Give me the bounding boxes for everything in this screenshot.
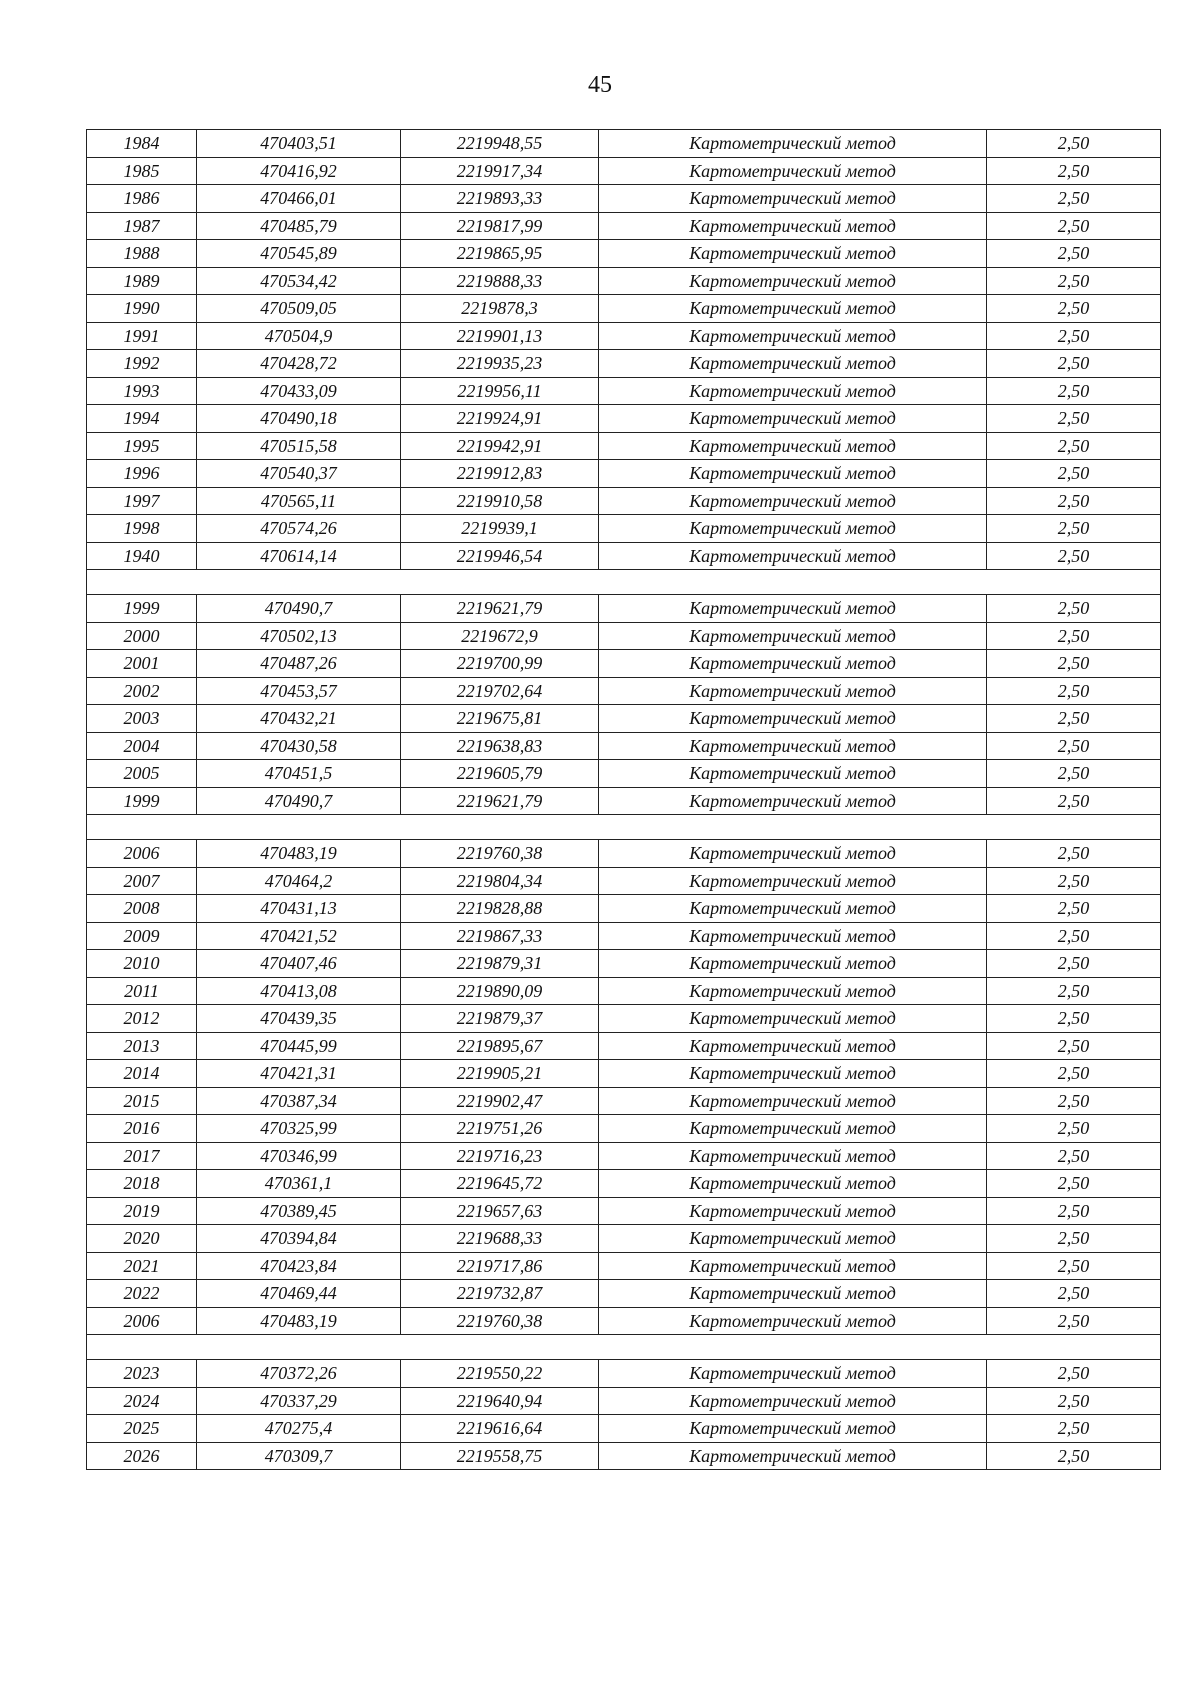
point-number-cell: 2003 <box>87 705 197 733</box>
point-number-cell: 2013 <box>87 1032 197 1060</box>
y-coordinate-cell: 2219901,13 <box>401 322 599 350</box>
table-row <box>87 895 1161 923</box>
x-coordinate-cell: 470387,34 <box>197 1087 401 1115</box>
point-number-cell: 2022 <box>87 1280 197 1308</box>
accuracy-cell: 2,50 <box>987 977 1161 1005</box>
point-number-cell: 2020 <box>87 1225 197 1253</box>
table-row <box>87 240 1161 268</box>
x-coordinate-cell: 470445,99 <box>197 1032 401 1060</box>
point-number-cell: 2011 <box>87 977 197 1005</box>
x-coordinate-cell: 470439,35 <box>197 1005 401 1033</box>
method-cell: Картометрический метод <box>599 1032 987 1060</box>
accuracy-cell: 2,50 <box>987 185 1161 213</box>
method-cell: Картометрический метод <box>599 595 987 623</box>
y-coordinate-cell: 2219700,99 <box>401 650 599 678</box>
point-number-cell: 2002 <box>87 677 197 705</box>
table-row <box>87 157 1161 185</box>
method-cell: Картометрический метод <box>599 867 987 895</box>
x-coordinate-cell: 470540,37 <box>197 460 401 488</box>
accuracy-cell: 2,50 <box>987 622 1161 650</box>
x-coordinate-cell: 470421,52 <box>197 922 401 950</box>
y-coordinate-cell: 2219924,91 <box>401 405 599 433</box>
point-number-cell: 2001 <box>87 650 197 678</box>
table-row <box>87 295 1161 323</box>
method-cell: Картометрический метод <box>599 542 987 570</box>
point-number-cell: 2014 <box>87 1060 197 1088</box>
group-separator-cell <box>87 815 1161 840</box>
table-row <box>87 130 1161 158</box>
method-cell: Картометрический метод <box>599 1115 987 1143</box>
method-cell: Картометрический метод <box>599 1280 987 1308</box>
y-coordinate-cell: 2219605,79 <box>401 760 599 788</box>
method-cell: Картометрический метод <box>599 650 987 678</box>
accuracy-cell: 2,50 <box>987 130 1161 158</box>
x-coordinate-cell: 470431,13 <box>197 895 401 923</box>
table-row <box>87 432 1161 460</box>
point-number-cell: 1993 <box>87 377 197 405</box>
method-cell: Картометрический метод <box>599 705 987 733</box>
point-number-cell: 2023 <box>87 1360 197 1388</box>
method-cell: Картометрический метод <box>599 950 987 978</box>
x-coordinate-cell: 470430,58 <box>197 732 401 760</box>
x-coordinate-cell: 470423,84 <box>197 1252 401 1280</box>
x-coordinate-cell: 470509,05 <box>197 295 401 323</box>
y-coordinate-cell: 2219645,72 <box>401 1170 599 1198</box>
point-number-cell: 2017 <box>87 1142 197 1170</box>
y-coordinate-cell: 2219657,63 <box>401 1197 599 1225</box>
accuracy-cell: 2,50 <box>987 405 1161 433</box>
method-cell: Картометрический метод <box>599 1142 987 1170</box>
table-row <box>87 1387 1161 1415</box>
table-row <box>87 322 1161 350</box>
method-cell: Картометрический метод <box>599 432 987 460</box>
y-coordinate-cell: 2219716,23 <box>401 1142 599 1170</box>
y-coordinate-cell: 2219621,79 <box>401 595 599 623</box>
method-cell: Картометрический метод <box>599 1442 987 1470</box>
x-coordinate-cell: 470407,46 <box>197 950 401 978</box>
method-cell: Картометрический метод <box>599 622 987 650</box>
y-coordinate-cell: 2219675,81 <box>401 705 599 733</box>
method-cell: Картометрический метод <box>599 515 987 543</box>
accuracy-cell: 2,50 <box>987 515 1161 543</box>
y-coordinate-cell: 2219717,86 <box>401 1252 599 1280</box>
x-coordinate-cell: 470565,11 <box>197 487 401 515</box>
table-row <box>87 1415 1161 1443</box>
point-number-cell: 1994 <box>87 405 197 433</box>
table-row <box>87 922 1161 950</box>
accuracy-cell: 2,50 <box>987 1307 1161 1335</box>
accuracy-cell: 2,50 <box>987 895 1161 923</box>
accuracy-cell: 2,50 <box>987 1142 1161 1170</box>
method-cell: Картометрический метод <box>599 405 987 433</box>
table-row <box>87 1280 1161 1308</box>
method-cell: Картометрический метод <box>599 1170 987 1198</box>
accuracy-cell: 2,50 <box>987 595 1161 623</box>
y-coordinate-cell: 2219946,54 <box>401 542 599 570</box>
table-row <box>87 185 1161 213</box>
x-coordinate-cell: 470451,5 <box>197 760 401 788</box>
point-number-cell: 1996 <box>87 460 197 488</box>
group-separator-cell <box>87 570 1161 595</box>
accuracy-cell: 2,50 <box>987 295 1161 323</box>
table-row <box>87 650 1161 678</box>
y-coordinate-cell: 2219550,22 <box>401 1360 599 1388</box>
y-coordinate-cell: 2219702,64 <box>401 677 599 705</box>
x-coordinate-cell: 470421,31 <box>197 1060 401 1088</box>
group-separator-row <box>87 1335 1161 1360</box>
x-coordinate-cell: 470325,99 <box>197 1115 401 1143</box>
table-row <box>87 705 1161 733</box>
table-row <box>87 377 1161 405</box>
table-row <box>87 977 1161 1005</box>
y-coordinate-cell: 2219760,38 <box>401 1307 599 1335</box>
y-coordinate-cell: 2219895,67 <box>401 1032 599 1060</box>
table-row <box>87 350 1161 378</box>
point-number-cell: 2026 <box>87 1442 197 1470</box>
accuracy-cell: 2,50 <box>987 240 1161 268</box>
table-row <box>87 787 1161 815</box>
y-coordinate-cell: 2219828,88 <box>401 895 599 923</box>
x-coordinate-cell: 470574,26 <box>197 515 401 543</box>
x-coordinate-cell: 470433,09 <box>197 377 401 405</box>
point-number-cell: 1986 <box>87 185 197 213</box>
method-cell: Картометрический метод <box>599 1060 987 1088</box>
accuracy-cell: 2,50 <box>987 705 1161 733</box>
group-separator-row <box>87 570 1161 595</box>
method-cell: Картометрический метод <box>599 732 987 760</box>
method-cell: Картометрический метод <box>599 1087 987 1115</box>
table-row <box>87 950 1161 978</box>
table-row <box>87 867 1161 895</box>
x-coordinate-cell: 470490,7 <box>197 595 401 623</box>
point-number-cell: 2007 <box>87 867 197 895</box>
x-coordinate-cell: 470428,72 <box>197 350 401 378</box>
y-coordinate-cell: 2219760,38 <box>401 840 599 868</box>
point-number-cell: 2012 <box>87 1005 197 1033</box>
method-cell: Картометрический метод <box>599 677 987 705</box>
point-number-cell: 2025 <box>87 1415 197 1443</box>
x-coordinate-cell: 470485,79 <box>197 212 401 240</box>
method-cell: Картометрический метод <box>599 157 987 185</box>
table-row <box>87 515 1161 543</box>
accuracy-cell: 2,50 <box>987 322 1161 350</box>
y-coordinate-cell: 2219912,83 <box>401 460 599 488</box>
accuracy-cell: 2,50 <box>987 1252 1161 1280</box>
table-row <box>87 760 1161 788</box>
x-coordinate-cell: 470502,13 <box>197 622 401 650</box>
accuracy-cell: 2,50 <box>987 1032 1161 1060</box>
table-row <box>87 595 1161 623</box>
accuracy-cell: 2,50 <box>987 840 1161 868</box>
accuracy-cell: 2,50 <box>987 377 1161 405</box>
accuracy-cell: 2,50 <box>987 1387 1161 1415</box>
table-row <box>87 1225 1161 1253</box>
point-number-cell: 2006 <box>87 1307 197 1335</box>
y-coordinate-cell: 2219888,33 <box>401 267 599 295</box>
method-cell: Картометрический метод <box>599 977 987 1005</box>
table-row <box>87 1142 1161 1170</box>
y-coordinate-cell: 2219638,83 <box>401 732 599 760</box>
method-cell: Картометрический метод <box>599 1415 987 1443</box>
accuracy-cell: 2,50 <box>987 1225 1161 1253</box>
method-cell: Картометрический метод <box>599 377 987 405</box>
x-coordinate-cell: 470483,19 <box>197 1307 401 1335</box>
table-row <box>87 1252 1161 1280</box>
point-number-cell: 2008 <box>87 895 197 923</box>
y-coordinate-cell: 2219890,09 <box>401 977 599 1005</box>
table-row <box>87 732 1161 760</box>
x-coordinate-cell: 470466,01 <box>197 185 401 213</box>
x-coordinate-cell: 470389,45 <box>197 1197 401 1225</box>
accuracy-cell: 2,50 <box>987 922 1161 950</box>
y-coordinate-cell: 2219867,33 <box>401 922 599 950</box>
y-coordinate-cell: 2219935,23 <box>401 350 599 378</box>
accuracy-cell: 2,50 <box>987 1060 1161 1088</box>
method-cell: Картометрический метод <box>599 240 987 268</box>
point-number-cell: 1991 <box>87 322 197 350</box>
accuracy-cell: 2,50 <box>987 542 1161 570</box>
point-number-cell: 1997 <box>87 487 197 515</box>
table-row <box>87 212 1161 240</box>
table-row <box>87 1170 1161 1198</box>
method-cell: Картометрический метод <box>599 1197 987 1225</box>
accuracy-cell: 2,50 <box>987 350 1161 378</box>
method-cell: Картометрический метод <box>599 922 987 950</box>
y-coordinate-cell: 2219804,34 <box>401 867 599 895</box>
method-cell: Картометрический метод <box>599 212 987 240</box>
table-row <box>87 405 1161 433</box>
method-cell: Картометрический метод <box>599 1252 987 1280</box>
accuracy-cell: 2,50 <box>987 867 1161 895</box>
y-coordinate-cell: 2219948,55 <box>401 130 599 158</box>
table-row <box>87 840 1161 868</box>
table-row <box>87 1115 1161 1143</box>
method-cell: Картометрический метод <box>599 760 987 788</box>
table-row <box>87 1307 1161 1335</box>
point-number-cell: 2018 <box>87 1170 197 1198</box>
point-number-cell: 1992 <box>87 350 197 378</box>
point-number-cell: 1987 <box>87 212 197 240</box>
method-cell: Картометрический метод <box>599 130 987 158</box>
x-coordinate-cell: 470469,44 <box>197 1280 401 1308</box>
y-coordinate-cell: 2219621,79 <box>401 787 599 815</box>
accuracy-cell: 2,50 <box>987 677 1161 705</box>
method-cell: Картометрический метод <box>599 185 987 213</box>
y-coordinate-cell: 2219817,99 <box>401 212 599 240</box>
method-cell: Картометрический метод <box>599 350 987 378</box>
point-number-cell: 1995 <box>87 432 197 460</box>
method-cell: Картометрический метод <box>599 295 987 323</box>
accuracy-cell: 2,50 <box>987 760 1161 788</box>
y-coordinate-cell: 2219732,87 <box>401 1280 599 1308</box>
x-coordinate-cell: 470432,21 <box>197 705 401 733</box>
y-coordinate-cell: 2219905,21 <box>401 1060 599 1088</box>
coordinates-table-container <box>86 129 1160 1470</box>
point-number-cell: 2021 <box>87 1252 197 1280</box>
x-coordinate-cell: 470515,58 <box>197 432 401 460</box>
y-coordinate-cell: 2219879,31 <box>401 950 599 978</box>
accuracy-cell: 2,50 <box>987 650 1161 678</box>
y-coordinate-cell: 2219616,64 <box>401 1415 599 1443</box>
accuracy-cell: 2,50 <box>987 460 1161 488</box>
method-cell: Картометрический метод <box>599 322 987 350</box>
method-cell: Картометрический метод <box>599 1005 987 1033</box>
x-coordinate-cell: 470372,26 <box>197 1360 401 1388</box>
x-coordinate-cell: 470337,29 <box>197 1387 401 1415</box>
accuracy-cell: 2,50 <box>987 212 1161 240</box>
x-coordinate-cell: 470394,84 <box>197 1225 401 1253</box>
accuracy-cell: 2,50 <box>987 732 1161 760</box>
method-cell: Картометрический метод <box>599 487 987 515</box>
x-coordinate-cell: 470490,7 <box>197 787 401 815</box>
accuracy-cell: 2,50 <box>987 157 1161 185</box>
y-coordinate-cell: 2219688,33 <box>401 1225 599 1253</box>
point-number-cell: 2019 <box>87 1197 197 1225</box>
x-coordinate-cell: 470346,99 <box>197 1142 401 1170</box>
point-number-cell: 2004 <box>87 732 197 760</box>
point-number-cell: 2009 <box>87 922 197 950</box>
y-coordinate-cell: 2219893,33 <box>401 185 599 213</box>
point-number-cell: 2015 <box>87 1087 197 1115</box>
x-coordinate-cell: 470309,7 <box>197 1442 401 1470</box>
x-coordinate-cell: 470403,51 <box>197 130 401 158</box>
x-coordinate-cell: 470361,1 <box>197 1170 401 1198</box>
x-coordinate-cell: 470545,89 <box>197 240 401 268</box>
y-coordinate-cell: 2219878,3 <box>401 295 599 323</box>
y-coordinate-cell: 2219902,47 <box>401 1087 599 1115</box>
method-cell: Картометрический метод <box>599 267 987 295</box>
y-coordinate-cell: 2219879,37 <box>401 1005 599 1033</box>
accuracy-cell: 2,50 <box>987 267 1161 295</box>
y-coordinate-cell: 2219558,75 <box>401 1442 599 1470</box>
y-coordinate-cell: 2219865,95 <box>401 240 599 268</box>
method-cell: Картометрический метод <box>599 787 987 815</box>
y-coordinate-cell: 2219751,26 <box>401 1115 599 1143</box>
table-row <box>87 1442 1161 1470</box>
accuracy-cell: 2,50 <box>987 1005 1161 1033</box>
x-coordinate-cell: 470413,08 <box>197 977 401 1005</box>
x-coordinate-cell: 470487,26 <box>197 650 401 678</box>
table-row <box>87 1005 1161 1033</box>
accuracy-cell: 2,50 <box>987 1415 1161 1443</box>
method-cell: Картометрический метод <box>599 1307 987 1335</box>
method-cell: Картометрический метод <box>599 895 987 923</box>
accuracy-cell: 2,50 <box>987 950 1161 978</box>
method-cell: Картометрический метод <box>599 1360 987 1388</box>
table-row <box>87 1060 1161 1088</box>
point-number-cell: 1998 <box>87 515 197 543</box>
point-number-cell: 1990 <box>87 295 197 323</box>
table-row <box>87 1087 1161 1115</box>
table-row <box>87 1197 1161 1225</box>
y-coordinate-cell: 2219942,91 <box>401 432 599 460</box>
accuracy-cell: 2,50 <box>987 1115 1161 1143</box>
point-number-cell: 2000 <box>87 622 197 650</box>
point-number-cell: 2006 <box>87 840 197 868</box>
point-number-cell: 1988 <box>87 240 197 268</box>
y-coordinate-cell: 2219939,1 <box>401 515 599 543</box>
y-coordinate-cell: 2219640,94 <box>401 1387 599 1415</box>
point-number-cell: 2010 <box>87 950 197 978</box>
point-number-cell: 1985 <box>87 157 197 185</box>
accuracy-cell: 2,50 <box>987 1087 1161 1115</box>
x-coordinate-cell: 470504,9 <box>197 322 401 350</box>
accuracy-cell: 2,50 <box>987 787 1161 815</box>
table-row <box>87 460 1161 488</box>
group-separator-row <box>87 815 1161 840</box>
x-coordinate-cell: 470483,19 <box>197 840 401 868</box>
accuracy-cell: 2,50 <box>987 432 1161 460</box>
y-coordinate-cell: 2219956,11 <box>401 377 599 405</box>
table-row <box>87 622 1161 650</box>
y-coordinate-cell: 2219910,58 <box>401 487 599 515</box>
y-coordinate-cell: 2219917,34 <box>401 157 599 185</box>
group-separator-cell <box>87 1335 1161 1360</box>
accuracy-cell: 2,50 <box>987 1197 1161 1225</box>
x-coordinate-cell: 470416,92 <box>197 157 401 185</box>
point-number-cell: 1989 <box>87 267 197 295</box>
method-cell: Картометрический метод <box>599 840 987 868</box>
x-coordinate-cell: 470534,42 <box>197 267 401 295</box>
accuracy-cell: 2,50 <box>987 1442 1161 1470</box>
point-number-cell: 1999 <box>87 595 197 623</box>
table-row <box>87 487 1161 515</box>
table-row <box>87 267 1161 295</box>
y-coordinate-cell: 2219672,9 <box>401 622 599 650</box>
x-coordinate-cell: 470490,18 <box>197 405 401 433</box>
coordinates-table-body <box>87 130 1161 1470</box>
page-number: 45 <box>588 72 612 98</box>
method-cell: Картометрический метод <box>599 1387 987 1415</box>
x-coordinate-cell: 470453,57 <box>197 677 401 705</box>
accuracy-cell: 2,50 <box>987 1360 1161 1388</box>
accuracy-cell: 2,50 <box>987 1170 1161 1198</box>
x-coordinate-cell: 470464,2 <box>197 867 401 895</box>
table-row <box>87 1032 1161 1060</box>
point-number-cell: 1984 <box>87 130 197 158</box>
coordinates-table <box>86 129 1161 1470</box>
x-coordinate-cell: 470614,14 <box>197 542 401 570</box>
point-number-cell: 2016 <box>87 1115 197 1143</box>
accuracy-cell: 2,50 <box>987 1280 1161 1308</box>
accuracy-cell: 2,50 <box>987 487 1161 515</box>
table-row <box>87 542 1161 570</box>
point-number-cell: 2005 <box>87 760 197 788</box>
point-number-cell: 1999 <box>87 787 197 815</box>
method-cell: Картометрический метод <box>599 1225 987 1253</box>
table-row <box>87 1360 1161 1388</box>
table-row <box>87 677 1161 705</box>
x-coordinate-cell: 470275,4 <box>197 1415 401 1443</box>
point-number-cell: 1940 <box>87 542 197 570</box>
method-cell: Картометрический метод <box>599 460 987 488</box>
point-number-cell: 2024 <box>87 1387 197 1415</box>
